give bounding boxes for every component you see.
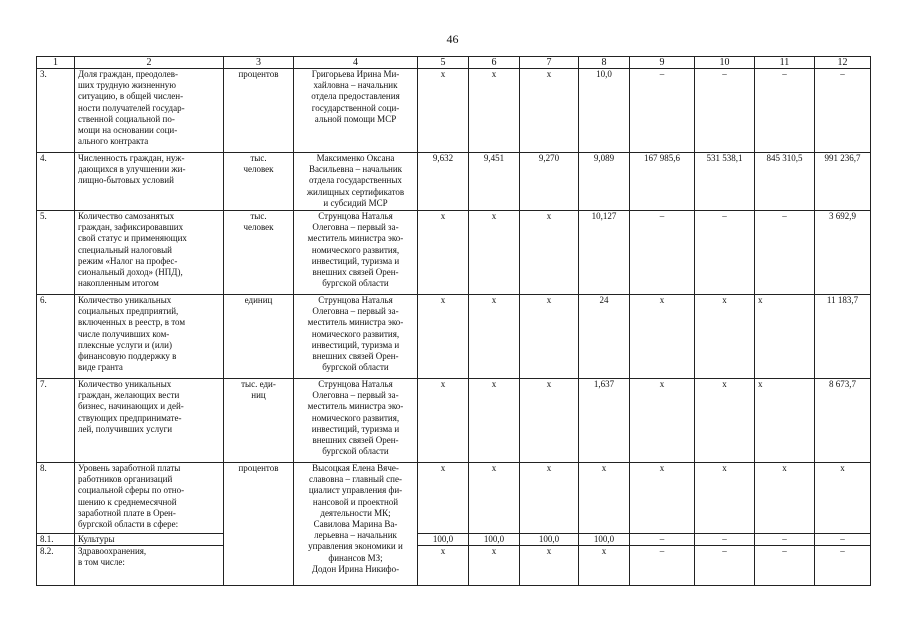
value-cell: х — [469, 546, 520, 586]
value-cell: 100,0 — [469, 534, 520, 546]
column-header: 6 — [469, 57, 520, 69]
value-cell: х — [418, 546, 469, 586]
value-cell: – — [630, 69, 695, 153]
value-cell: 3 692,9 — [815, 211, 871, 295]
responsible-cell: Струнцова Наталья Олеговна – первый за- меститель министра эко- номического развития, инвестиций, туризма и внешних связей Орен- бургской области — [294, 211, 418, 295]
value-cell: – — [755, 534, 815, 546]
value-cell: х — [469, 295, 520, 379]
value-cell: х — [418, 211, 469, 295]
value-cell: х — [695, 295, 755, 379]
indicator-name: Здравоохранения, в том числе: — [75, 546, 224, 586]
value-cell: 24 — [579, 295, 630, 379]
value-cell: х — [469, 211, 520, 295]
value-cell: 531 538,1 — [695, 153, 755, 211]
value-cell: 1,637 — [579, 379, 630, 463]
unit-cell: единиц — [224, 295, 294, 379]
value-cell: 9,451 — [469, 153, 520, 211]
value-cell: 845 310,5 — [755, 153, 815, 211]
table-row — [37, 69, 871, 153]
row-number: 8.1. — [37, 534, 75, 546]
indicator-name: Количество уникальных граждан, желающих вести бизнес, начинающих и дей- ствующих предпринимате- лей, получивших услуги — [75, 379, 224, 463]
header-row — [37, 57, 871, 69]
column-header: 9 — [630, 57, 695, 69]
indicator-name: Доля граждан, преодолев- ших трудную жизненную ситуацию, в общей числен- ности получателей государ- ственной социальной по- мощи на основании соци- ального контракта — [75, 69, 224, 153]
value-cell: – — [630, 546, 695, 586]
table-row — [37, 211, 871, 295]
value-cell: х — [520, 379, 579, 463]
value-cell: – — [755, 211, 815, 295]
column-header: 10 — [695, 57, 755, 69]
value-cell: – — [630, 211, 695, 295]
column-header: 2 — [75, 57, 224, 69]
indicators-table — [36, 56, 871, 586]
column-header: 1 — [37, 57, 75, 69]
value-cell: 10,0 — [579, 69, 630, 153]
value-cell: – — [815, 546, 871, 586]
value-cell: х — [418, 463, 469, 534]
row-number: 8.2. — [37, 546, 75, 586]
indicator-name: Количество самозанятых граждан, зафиксировавших свой статус и применяющих специальный налоговый режим «Налог на профес- сиональный доход» (НПД), накопленным итогом — [75, 211, 224, 295]
value-cell: 9,632 — [418, 153, 469, 211]
value-cell: – — [695, 69, 755, 153]
value-cell: – — [755, 69, 815, 153]
value-cell: х — [469, 379, 520, 463]
indicator-name: Культуры — [75, 534, 224, 546]
responsible-cell: Григорьева Ирина Ми- хайловна – начальник отдела предоставления государственной соци- альной помощи МСР — [294, 69, 418, 153]
value-cell: 100,0 — [520, 534, 579, 546]
unit-cell: тыс. человек — [224, 211, 294, 295]
value-cell: 9,270 — [520, 153, 579, 211]
row-number: 5. — [37, 211, 75, 295]
value-cell: х — [520, 295, 579, 379]
indicator-name: Численность граждан, нуж- дающихся в улучшении жи- лищно-бытовых условий — [75, 153, 224, 211]
value-cell: – — [815, 534, 871, 546]
table-row — [37, 379, 871, 463]
unit-cell: тыс. еди- ниц — [224, 379, 294, 463]
value-cell: 167 985,6 — [630, 153, 695, 211]
value-cell: х — [520, 463, 579, 534]
value-cell: 100,0 — [418, 534, 469, 546]
value-cell: х — [520, 211, 579, 295]
row-number: 6. — [37, 295, 75, 379]
responsible-cell: Струнцова Наталья Олеговна – первый за- меститель министра эко- номического развития, инвестиций, туризма и внешних связей Орен- бургской области — [294, 295, 418, 379]
value-cell: х — [695, 463, 755, 534]
value-cell: – — [755, 546, 815, 586]
indicator-name: Количество уникальных социальных предприятий, включенных в реестр, в том числе получивших ком- плексные услуги и (или) финансовую поддержку в виде гранта — [75, 295, 224, 379]
value-cell: х — [579, 463, 630, 534]
value-cell: х — [418, 69, 469, 153]
value-cell: 9,089 — [579, 153, 630, 211]
value-cell: х — [755, 295, 815, 379]
value-cell: 8 673,7 — [815, 379, 871, 463]
table-row — [37, 463, 871, 534]
column-header: 5 — [418, 57, 469, 69]
value-cell: х — [755, 463, 815, 534]
value-cell: 991 236,7 — [815, 153, 871, 211]
value-cell: х — [418, 295, 469, 379]
value-cell: х — [579, 546, 630, 586]
value-cell: – — [695, 211, 755, 295]
column-header: 11 — [755, 57, 815, 69]
value-cell: х — [695, 379, 755, 463]
responsible-cell: Максименко Оксана Васильевна – начальник отдела государственных жилищных сертификатов и субсидий МСР — [294, 153, 418, 211]
value-cell: х — [755, 379, 815, 463]
value-cell: х — [418, 379, 469, 463]
value-cell: х — [520, 69, 579, 153]
responsible-cell: Струнцова Наталья Олеговна – первый за- меститель министра эко- номического развития, инвестиций, туризма и внешних связей Орен- бургской области — [294, 379, 418, 463]
unit-cell: процентов — [224, 463, 294, 586]
value-cell: х — [469, 69, 520, 153]
value-cell: 11 183,7 — [815, 295, 871, 379]
value-cell: – — [815, 69, 871, 153]
page-number: 46 — [446, 32, 459, 46]
row-number: 8. — [37, 463, 75, 534]
row-number: 4. — [37, 153, 75, 211]
table-row — [37, 153, 871, 211]
value-cell: х — [469, 463, 520, 534]
value-cell: 100,0 — [579, 534, 630, 546]
unit-cell: процентов — [224, 69, 294, 153]
unit-cell: тыс. человек — [224, 153, 294, 211]
indicator-name: Уровень заработной платы работников организаций социальной сферы по отно- шению к среднемесячной заработной плате в Орен- бургской области в сфере: — [75, 463, 224, 534]
value-cell: 10,127 — [579, 211, 630, 295]
value-cell: – — [630, 534, 695, 546]
table-row — [37, 295, 871, 379]
value-cell: – — [695, 534, 755, 546]
column-header: 7 — [520, 57, 579, 69]
column-header: 12 — [815, 57, 871, 69]
responsible-cell: Высоцкая Елена Вяче- славовна – главный спе- циалист управления фи- нансовой и проектной деятельности МК; Савилова Марина Ва- лерьевна – начальник управления экономики и финансов МЗ; Додон Ирина Никифо- — [294, 463, 418, 586]
column-header: 3 — [224, 57, 294, 69]
row-number: 3. — [37, 69, 75, 153]
column-header: 8 — [579, 57, 630, 69]
column-header: 4 — [294, 57, 418, 69]
value-cell: х — [520, 546, 579, 586]
value-cell: – — [695, 546, 755, 586]
value-cell: х — [815, 463, 871, 534]
row-number: 7. — [37, 379, 75, 463]
table-row — [37, 534, 871, 546]
value-cell: х — [630, 463, 695, 534]
value-cell: х — [630, 295, 695, 379]
value-cell: х — [630, 379, 695, 463]
table-row — [37, 546, 871, 586]
